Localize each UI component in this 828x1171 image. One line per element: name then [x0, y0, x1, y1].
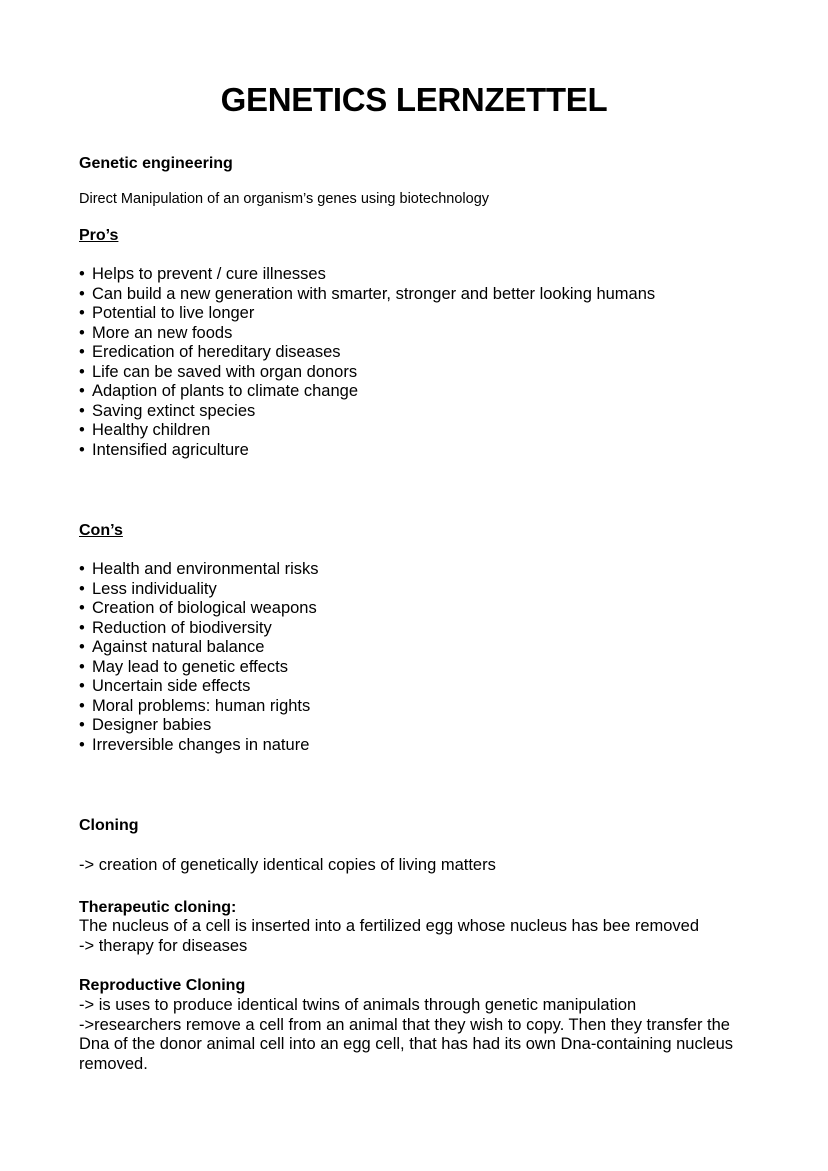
genetic-engineering-definition: Direct Manipulation of an organism’s genes using biotechnology: [79, 191, 490, 207]
therapeutic-cloning-line: -> therapy for diseases: [79, 936, 248, 955]
pros-list-item: • Healthy children: [79, 421, 655, 441]
cons-heading: Con’s: [79, 522, 123, 539]
cons-list-item: • Irreversible changes in nature: [79, 736, 319, 756]
cloning-definition: -> creation of genetically identical copies of living matters: [79, 856, 496, 874]
pros-heading: Pro’s: [79, 227, 119, 244]
cons-list-item: • Health and environmental risks: [79, 560, 319, 580]
reproductive-cloning-line: removed.: [79, 1054, 148, 1073]
cons-list-item: • Moral problems: human rights: [79, 697, 319, 717]
reproductive-cloning-line: ->researchers remove a cell from an animal that they wish to copy. Then they transfer the: [79, 1015, 730, 1034]
reproductive-cloning-line: Dna of the donor animal cell into an egg cell, that has had its own Dna-containing nucleus: [79, 1035, 733, 1053]
cons-list-item: • Less individuality: [79, 580, 319, 600]
cons-list-item: • Creation of biological weapons: [79, 599, 319, 619]
therapeutic-cloning-line: The nucleus of a cell is inserted into a fertilized egg whose nucleus has bee removed: [79, 917, 700, 935]
pros-list-item: • Saving extinct species: [79, 402, 655, 422]
cons-list-item: • Reduction of biodiversity: [79, 619, 319, 639]
page-title: GENETICS LERNZETTEL: [220, 81, 608, 118]
cons-list: [79, 560, 319, 755]
cons-list-item: • Against natural balance: [79, 638, 319, 658]
cons-list-item: • May lead to genetic effects: [79, 658, 319, 678]
reproductive-cloning-text: [79, 996, 759, 1074]
pros-list-item: • Adaption of plants to climate change: [79, 382, 655, 402]
pros-list-item: • Intensified agriculture: [79, 441, 655, 461]
therapeutic-cloning-heading: Therapeutic cloning:: [79, 899, 237, 916]
reproductive-cloning-line: -> is uses to produce identical twins of animals through genetic manipulation: [79, 996, 637, 1014]
therapeutic-cloning-text: [79, 917, 759, 956]
pros-list-item: • More an new foods: [79, 324, 655, 344]
cons-list-item: • Designer babies: [79, 716, 319, 736]
cloning-heading: Cloning: [79, 817, 139, 834]
genetic-engineering-heading: Genetic engineering: [79, 155, 233, 172]
pros-list-item: • Helps to prevent / cure illnesses: [79, 265, 655, 285]
pros-list-item: • Life can be saved with organ donors: [79, 363, 655, 383]
pros-list-item: • Eredication of hereditary diseases: [79, 343, 655, 363]
reproductive-cloning-heading: Reproductive Cloning: [79, 977, 246, 994]
cons-list-item: • Uncertain side effects: [79, 677, 319, 697]
pros-list-item: • Potential to live longer: [79, 304, 655, 324]
pros-list-item: • Can build a new generation with smarter, stronger and better looking humans: [79, 285, 655, 305]
pros-list: [79, 265, 655, 460]
